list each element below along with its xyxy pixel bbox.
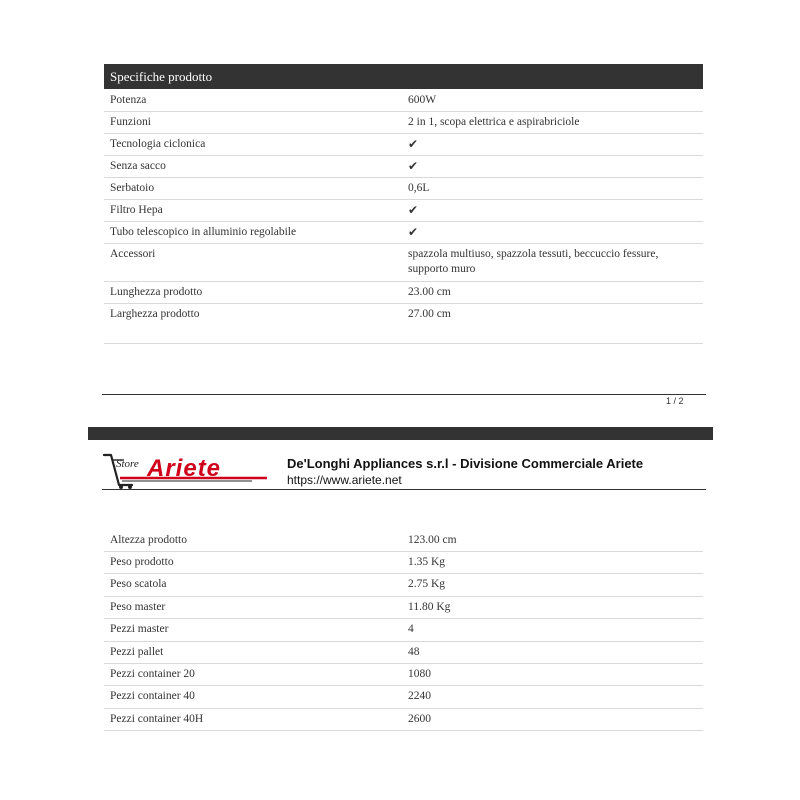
spec-section-title: Specifiche prodotto bbox=[110, 69, 213, 84]
spec-value: 48 bbox=[408, 646, 420, 658]
spec-value: 0,6L bbox=[408, 182, 430, 194]
spec-label: Tecnologia ciclonica bbox=[110, 138, 206, 150]
spec-label: Potenza bbox=[110, 94, 147, 106]
spec-row bbox=[104, 618, 703, 642]
spec-label: Tubo telescopico in alluminio regolabile bbox=[110, 226, 297, 238]
spec-row bbox=[104, 663, 703, 686]
spec-row bbox=[104, 111, 703, 134]
spec-row bbox=[104, 596, 703, 619]
check-icon: ✔ bbox=[408, 137, 419, 151]
spec-value: 600W bbox=[408, 94, 437, 106]
spec-label: Serbatoio bbox=[110, 182, 155, 194]
page-separator bbox=[88, 427, 713, 440]
company-name: De'Longhi Appliances s.r.l - Divisione Commerciale Ariete bbox=[287, 456, 644, 471]
spec-value: 2.75 Kg bbox=[408, 578, 446, 590]
spec-value: 2600 bbox=[408, 713, 431, 725]
spec-label: Pezzi container 40 bbox=[110, 690, 195, 702]
logo-brand-text: Ariete bbox=[147, 455, 222, 482]
check-icon: ✔ bbox=[408, 159, 419, 173]
spec-row bbox=[104, 641, 703, 664]
check-icon: ✔ bbox=[408, 225, 419, 239]
spec-value: 2240 bbox=[408, 690, 431, 702]
spec-row bbox=[104, 243, 703, 282]
shopping-cart-icon bbox=[102, 452, 272, 490]
footer-divider bbox=[102, 394, 706, 395]
spec-label: Lunghezza prodotto bbox=[110, 286, 203, 298]
spec-row bbox=[104, 133, 703, 156]
company-url[interactable]: https://www.ariete.net bbox=[287, 473, 402, 487]
page-number: 1 / 2 bbox=[666, 396, 684, 406]
spec-label: Pezzi master bbox=[110, 623, 169, 635]
spec-label: Peso scatola bbox=[110, 578, 167, 590]
spec-value: 4 bbox=[408, 623, 414, 635]
spec-label: Pezzi pallet bbox=[110, 646, 164, 658]
spec-label: Altezza prodotto bbox=[110, 534, 187, 546]
spec-value: 27.00 cm bbox=[408, 308, 451, 320]
spec-label: Larghezza prodotto bbox=[110, 308, 200, 320]
spec-label: Accessori bbox=[110, 248, 156, 260]
spec-label: Senza sacco bbox=[110, 160, 166, 172]
spec-row bbox=[104, 529, 703, 552]
spec-label: Peso master bbox=[110, 601, 166, 613]
spec-value: 123.00 cm bbox=[408, 534, 457, 546]
spec-row bbox=[104, 551, 703, 574]
spec-row bbox=[104, 199, 703, 222]
spec-section-header bbox=[104, 64, 703, 89]
spec-label: Pezzi container 20 bbox=[110, 668, 195, 680]
spec-row bbox=[104, 177, 703, 200]
spec-value: 1.35 Kg bbox=[408, 556, 446, 568]
spec-value: 11.80 Kg bbox=[408, 601, 451, 613]
spec-row bbox=[104, 221, 703, 244]
spec-label: Pezzi container 40H bbox=[110, 713, 204, 725]
spec-label: Filtro Hepa bbox=[110, 204, 163, 216]
spec-label: Peso prodotto bbox=[110, 556, 174, 568]
spec-value: spazzola multiuso, spazzola tessuti, beccuccio fessure, supporto muro bbox=[408, 248, 659, 275]
spec-row bbox=[104, 155, 703, 178]
check-icon: ✔ bbox=[408, 203, 419, 217]
spec-row bbox=[104, 303, 703, 344]
spec-row bbox=[104, 573, 703, 597]
spec-row bbox=[104, 89, 703, 112]
header-divider bbox=[102, 489, 706, 490]
spec-row bbox=[104, 685, 703, 709]
spec-label: Funzioni bbox=[110, 116, 151, 128]
spec-row bbox=[104, 708, 703, 731]
spec-value: 2 in 1, scopa elettrica e aspirabriciole bbox=[408, 116, 580, 128]
spec-value: 1080 bbox=[408, 668, 431, 680]
logo-store-text: Store bbox=[116, 458, 139, 470]
spec-value: 23.00 cm bbox=[408, 286, 451, 298]
spec-row bbox=[104, 281, 703, 304]
store-ariete-logo bbox=[102, 452, 272, 490]
